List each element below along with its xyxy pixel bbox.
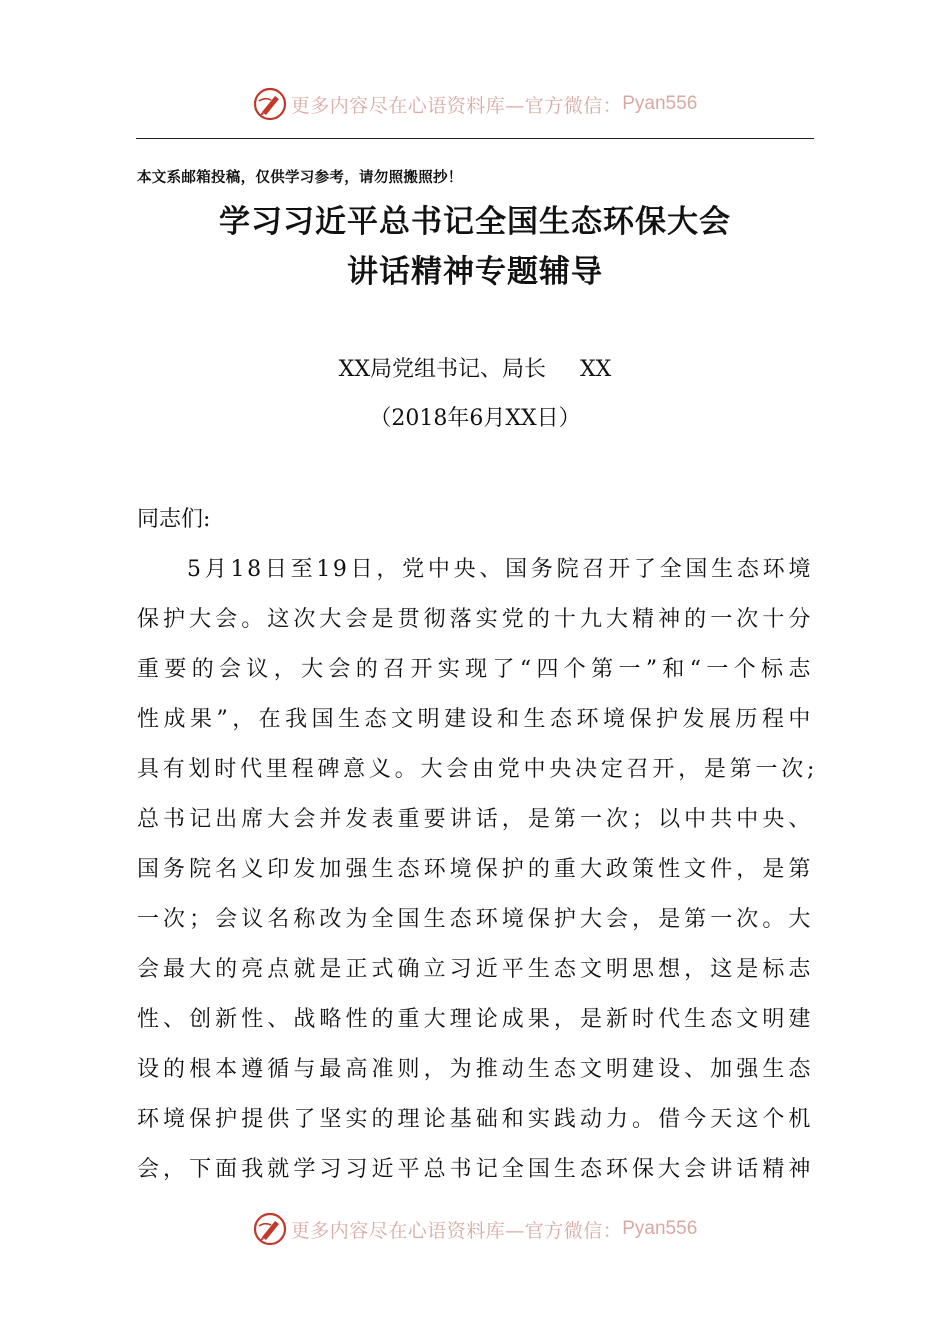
body-line: 设的根本遵循与最高准则，为推动生态文明建设、加强生态 (137, 1057, 813, 1082)
document-date: （2018年6月XX日） (369, 406, 581, 431)
body-line: 性成果”，在我国生态文明建设和生态环境保护发展历程中 (137, 707, 813, 732)
body-line: 重要的会议，大会的召开实现了“四个第一”和“一个标志 (137, 657, 813, 682)
author-position: XX局党组书记、局长 (338, 357, 546, 382)
document-title-line-2: 讲话精神专题辅导 (347, 254, 603, 290)
body-line: 性、创新性、战略性的重大理论成果，是新时代生态文明建 (137, 1007, 813, 1032)
author-name: XX (580, 357, 612, 382)
body-line: 国务院名义印发加强生态环境保护的重大政策性文件，是第 (137, 857, 813, 882)
document-title-line-1: 学习习近平总书记全国生态环保大会 (219, 204, 731, 240)
author-line (0, 352, 950, 383)
banner-text: 更多内容尽在心语资料库—官方微信： (290, 94, 623, 117)
body-line: 环境保护提供了坚实的理论基础和实践动力。借今天这个机 (137, 1107, 813, 1132)
salutation: 同志们: (137, 507, 211, 532)
body-line: 5月18日至19日，党中央、国务院召开了全国生态环境 (187, 557, 813, 582)
body-line: 会最大的亮点就是正式确立习近平生态文明思想，这是标志 (137, 957, 813, 982)
submission-notice: 本文系邮箱投稿，仅供学习参考，请勿照搬照抄！ (137, 169, 463, 186)
pen-logo-icon (253, 87, 287, 121)
header-banner (0, 84, 950, 124)
footer-banner (0, 1209, 950, 1249)
pen-logo-icon (253, 1212, 287, 1246)
body-line: 一次；会议名称改为全国生态环境保护大会，是第一次。大 (137, 907, 813, 932)
body-line: 总书记出席大会并发表重要讲话，是第一次；以中共中央、 (137, 807, 813, 832)
banner-text: 更多内容尽在心语资料库—官方微信： (290, 1219, 623, 1242)
body-line: 会，下面我就学习习近平总书记全国生态环保大会讲话精神 (137, 1157, 813, 1182)
body-line: 具有划时代里程碑意义。大会由党中央决定召开，是第一次; (137, 757, 817, 782)
banner-wechat-id: Pyan556 (622, 93, 698, 114)
body-line: 保护大会。这次大会是贯彻落实党的十九大精神的一次十分 (137, 607, 813, 632)
banner-wechat-id: Pyan556 (622, 1218, 698, 1239)
header-divider (136, 138, 814, 139)
